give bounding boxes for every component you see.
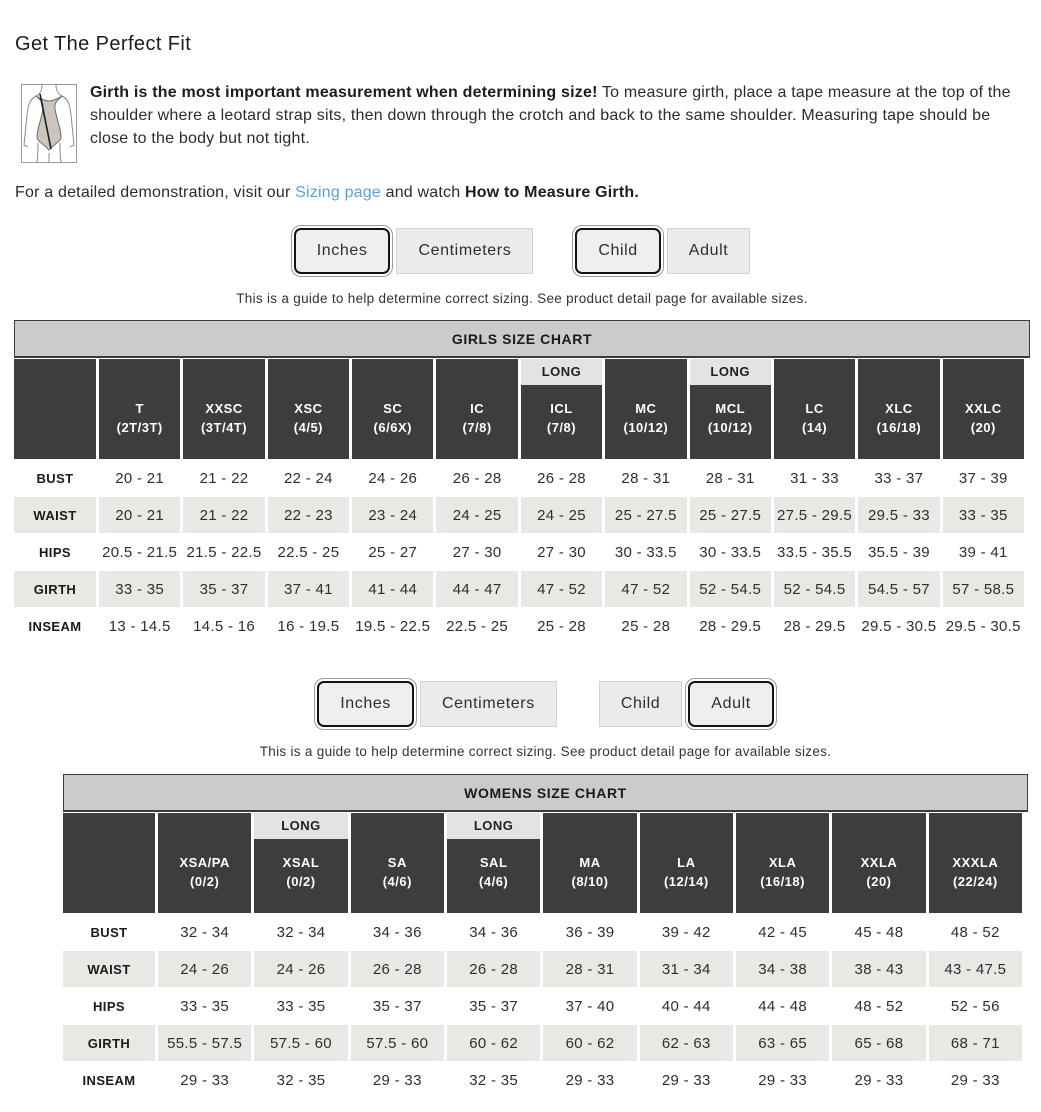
size-column-name: XSAL bbox=[282, 855, 320, 870]
size-value-cell: 40 - 44 bbox=[661, 997, 711, 1015]
size-value-cell: 21 - 22 bbox=[199, 469, 249, 487]
size-column-header bbox=[268, 359, 349, 459]
size-value-cell: 16 - 19.5 bbox=[277, 617, 340, 635]
size-value-cell: 52 - 56 bbox=[950, 997, 1000, 1015]
girls-size-chart-table bbox=[11, 358, 1027, 645]
size-value-cell: 34 - 36 bbox=[469, 923, 519, 941]
girls-age-child-button[interactable]: Child bbox=[575, 228, 660, 274]
size-column-name: XSA/PA bbox=[179, 855, 230, 870]
measurement-row bbox=[63, 1025, 1022, 1061]
size-value-cell: 32 - 34 bbox=[276, 923, 326, 941]
size-column-name: T bbox=[135, 401, 144, 416]
size-value-cell: 48 - 52 bbox=[950, 923, 1000, 941]
size-value-cell: 30 - 33.5 bbox=[614, 543, 677, 561]
size-column-range: (2T/3T) bbox=[116, 420, 163, 435]
size-value-cell: 19.5 - 22.5 bbox=[355, 617, 431, 635]
size-value-cell: 43 - 47.5 bbox=[929, 951, 1022, 987]
size-column-range: (22/24) bbox=[952, 874, 998, 889]
size-value-cell: 44 - 48 bbox=[758, 997, 808, 1015]
size-value-cell: 63 - 65 bbox=[736, 1025, 829, 1061]
size-column-range: (20) bbox=[866, 874, 892, 889]
size-value-cell: 21.5 - 22.5 bbox=[186, 543, 262, 561]
header-row bbox=[63, 813, 1022, 913]
size-column-header bbox=[543, 813, 636, 913]
size-value-cell: 45 - 48 bbox=[854, 923, 904, 941]
size-value-cell: 35.5 - 39 bbox=[867, 543, 930, 561]
womens-unit-inches-button[interactable]: Inches bbox=[317, 681, 414, 727]
row-label: INSEAM bbox=[82, 1072, 136, 1088]
size-value-cell: 32 - 34 bbox=[180, 923, 230, 941]
womens-unit-centimeters-button[interactable]: Centimeters bbox=[420, 681, 557, 727]
size-value-cell: 62 - 63 bbox=[640, 1025, 733, 1061]
womens-section bbox=[63, 681, 1028, 1099]
size-value-cell: 20 - 21 bbox=[115, 469, 165, 487]
header-row bbox=[14, 359, 1024, 459]
row-label: GIRTH bbox=[63, 1025, 155, 1061]
size-column-header bbox=[832, 813, 925, 913]
size-value-cell: 55.5 - 57.5 bbox=[158, 1025, 251, 1061]
measurement-row bbox=[14, 608, 1024, 644]
womens-size-chart-table bbox=[60, 812, 1025, 1099]
size-column-name: SAL bbox=[479, 855, 508, 870]
size-value-cell: 22.5 - 25 bbox=[446, 617, 509, 635]
size-value-cell: 25 - 27.5 bbox=[605, 497, 686, 533]
long-badge: LONG bbox=[690, 359, 771, 385]
measurement-row bbox=[63, 988, 1022, 1024]
size-value-cell: 26 - 28 bbox=[452, 469, 502, 487]
size-column-range: (6/6X) bbox=[373, 420, 412, 435]
size-value-cell: 48 - 52 bbox=[854, 997, 904, 1015]
size-column-header bbox=[352, 359, 433, 459]
measurement-row bbox=[14, 460, 1024, 496]
size-column-range: (16/18) bbox=[760, 874, 805, 889]
size-value-cell: 31 - 33 bbox=[790, 469, 839, 487]
size-column-name: XLA bbox=[768, 855, 797, 870]
size-column-header bbox=[929, 813, 1022, 913]
size-value-cell: 25 - 27 bbox=[368, 543, 418, 561]
size-value-cell: 13 - 14.5 bbox=[108, 617, 171, 635]
size-value-cell: 37 - 39 bbox=[958, 469, 1008, 487]
size-value-cell: 37 - 40 bbox=[565, 997, 615, 1015]
size-column-range: (0/2) bbox=[286, 874, 316, 889]
size-value-cell: 42 - 45 bbox=[758, 923, 808, 941]
size-value-cell: 20 - 21 bbox=[99, 497, 180, 533]
size-column-header bbox=[690, 359, 771, 459]
size-value-cell: 25 - 27.5 bbox=[690, 497, 771, 533]
row-label: BUST bbox=[90, 924, 128, 940]
leotard-girth-diagram-icon bbox=[21, 84, 77, 163]
womens-toggle-row bbox=[63, 681, 1028, 727]
size-value-cell: 30 - 33.5 bbox=[699, 543, 762, 561]
size-column-header bbox=[183, 359, 264, 459]
size-value-cell: 21 - 22 bbox=[183, 497, 264, 533]
size-value-cell: 33 - 35 bbox=[276, 997, 326, 1015]
girls-unit-centimeters-button[interactable]: Centimeters bbox=[396, 228, 533, 274]
row-label: BUST bbox=[36, 470, 74, 486]
size-column-header bbox=[774, 359, 855, 459]
size-value-cell: 38 - 43 bbox=[832, 951, 925, 987]
size-column-header bbox=[736, 813, 829, 913]
size-column-header bbox=[521, 359, 602, 459]
size-column-header bbox=[943, 359, 1024, 459]
size-value-cell: 57.5 - 60 bbox=[351, 1025, 444, 1061]
size-value-cell: 44 - 47 bbox=[436, 571, 517, 607]
long-badge: LONG bbox=[447, 813, 540, 839]
girth-intro-bold: Girth is the most important measurement when determining size! bbox=[90, 84, 598, 101]
size-value-cell: 14.5 - 16 bbox=[193, 617, 255, 635]
size-column-header bbox=[351, 813, 444, 913]
size-value-cell: 27 - 30 bbox=[452, 543, 502, 561]
size-column-name: MC bbox=[635, 401, 657, 416]
size-value-cell: 24 - 25 bbox=[521, 497, 602, 533]
size-column-name: LC bbox=[805, 401, 824, 416]
size-column-range: (20) bbox=[970, 420, 996, 435]
size-value-cell: 26 - 28 bbox=[351, 951, 444, 987]
womens-chart-title: WOMENS SIZE CHART bbox=[63, 774, 1028, 812]
sizing-page-link[interactable]: Sizing page bbox=[295, 184, 381, 201]
size-value-cell: 39 - 41 bbox=[958, 543, 1008, 561]
girls-age-adult-button[interactable]: Adult bbox=[667, 228, 750, 274]
size-column-name: XXSC bbox=[205, 401, 243, 416]
size-column-name: XXLC bbox=[964, 401, 1002, 416]
size-value-cell: 29 - 33 bbox=[758, 1071, 808, 1089]
demo-line bbox=[15, 184, 1026, 202]
size-column-header bbox=[436, 359, 517, 459]
size-value-cell: 32 - 35 bbox=[469, 1071, 519, 1089]
row-label: GIRTH bbox=[14, 571, 96, 607]
size-column-name: ICL bbox=[550, 401, 573, 416]
womens-sizing-note: This is a guide to help determine correct sizing. See product detail page for available sizes. bbox=[259, 744, 832, 759]
girth-intro-text bbox=[90, 81, 1025, 163]
size-value-cell: 52 - 54.5 bbox=[690, 571, 771, 607]
size-value-cell: 22.5 - 25 bbox=[277, 543, 340, 561]
long-badge: LONG bbox=[521, 359, 602, 385]
long-badge: LONG bbox=[254, 813, 347, 839]
womens-age-child-button[interactable]: Child bbox=[599, 681, 682, 727]
size-column-name: SA bbox=[387, 855, 407, 870]
size-value-cell: 22 - 24 bbox=[283, 469, 333, 487]
size-value-cell: 54.5 - 57 bbox=[858, 571, 939, 607]
size-column-range: (4/6) bbox=[382, 874, 412, 889]
measurement-row bbox=[14, 534, 1024, 570]
size-value-cell: 29.5 - 30.5 bbox=[945, 617, 1021, 635]
girth-intro-rest: To measure girth, place a tape measure at the top of the shoulder where a leotard strap sits, then down through the crotch and back to the same shoulder. Measuring tape should be close to the body but not tight. bbox=[90, 84, 1011, 147]
girls-section bbox=[14, 228, 1030, 645]
size-column-range: (4/5) bbox=[293, 420, 324, 435]
page-title: Get The Perfect Fit bbox=[15, 33, 192, 55]
size-column-range: (7/8) bbox=[546, 420, 577, 435]
size-value-cell: 24 - 25 bbox=[436, 497, 517, 533]
size-value-cell: 33 - 35 bbox=[99, 571, 180, 607]
size-column-name: XXXLA bbox=[952, 855, 999, 870]
size-value-cell: 68 - 71 bbox=[929, 1025, 1022, 1061]
size-value-cell: 29 - 33 bbox=[950, 1071, 1000, 1089]
measurement-row bbox=[63, 1062, 1022, 1098]
girls-chart-title: GIRLS SIZE CHART bbox=[14, 320, 1030, 358]
size-value-cell: 28 - 31 bbox=[705, 469, 755, 487]
size-value-cell: 33 - 37 bbox=[874, 469, 924, 487]
size-value-cell: 33 - 35 bbox=[943, 497, 1024, 533]
size-value-cell: 57.5 - 60 bbox=[254, 1025, 347, 1061]
size-value-cell: 47 - 52 bbox=[605, 571, 686, 607]
size-value-cell: 60 - 62 bbox=[447, 1025, 540, 1061]
row-label: HIPS bbox=[39, 544, 71, 560]
size-value-cell: 41 - 44 bbox=[352, 571, 433, 607]
size-value-cell: 26 - 28 bbox=[537, 469, 586, 487]
size-value-cell: 34 - 36 bbox=[372, 923, 422, 941]
corner-cell bbox=[63, 813, 155, 913]
size-value-cell: 28 - 31 bbox=[621, 469, 671, 487]
row-label: INSEAM bbox=[28, 618, 82, 634]
size-value-cell: 35 - 37 bbox=[372, 997, 422, 1015]
size-column-range: (10/12) bbox=[707, 420, 753, 435]
size-value-cell: 37 - 41 bbox=[268, 571, 349, 607]
size-value-cell: 24 - 26 bbox=[368, 469, 418, 487]
girls-toggle-row bbox=[14, 228, 1030, 274]
size-value-cell: 26 - 28 bbox=[447, 951, 540, 987]
row-label: WAIST bbox=[14, 497, 96, 533]
size-column-range: (3T/4T) bbox=[200, 420, 248, 435]
size-value-cell: 29 - 33 bbox=[180, 1071, 230, 1089]
size-column-header bbox=[254, 813, 347, 913]
size-value-cell: 33.5 - 35.5 bbox=[777, 543, 853, 561]
corner-cell bbox=[14, 359, 96, 459]
size-column-name: MCL bbox=[715, 401, 746, 416]
size-value-cell: 29.5 - 33 bbox=[858, 497, 939, 533]
size-column-name: LA bbox=[677, 855, 696, 870]
size-value-cell: 39 - 42 bbox=[661, 923, 711, 941]
demo-prefix: For a detailed demonstration, visit our bbox=[15, 184, 296, 201]
size-value-cell: 31 - 34 bbox=[640, 951, 733, 987]
girth-intro bbox=[21, 81, 1026, 163]
size-column-range: (0/2) bbox=[190, 874, 220, 889]
size-column-range: (16/18) bbox=[876, 420, 922, 435]
size-value-cell: 52 - 54.5 bbox=[774, 571, 855, 607]
size-value-cell: 20.5 - 21.5 bbox=[102, 543, 178, 561]
size-column-name: XXLA bbox=[860, 855, 898, 870]
size-column-name: SC bbox=[383, 401, 403, 416]
size-value-cell: 57 - 58.5 bbox=[943, 571, 1024, 607]
size-value-cell: 28 - 31 bbox=[543, 951, 636, 987]
size-value-cell: 24 - 26 bbox=[158, 951, 251, 987]
measurement-row bbox=[63, 951, 1022, 987]
size-value-cell: 65 - 68 bbox=[832, 1025, 925, 1061]
size-value-cell: 33 - 35 bbox=[180, 997, 230, 1015]
size-column-header bbox=[605, 359, 686, 459]
size-value-cell: 29 - 33 bbox=[854, 1071, 904, 1089]
size-value-cell: 35 - 37 bbox=[469, 997, 519, 1015]
measurement-row bbox=[14, 497, 1024, 533]
size-column-header bbox=[858, 359, 939, 459]
size-value-cell: 29 - 33 bbox=[565, 1071, 615, 1089]
girls-unit-inches-button[interactable]: Inches bbox=[294, 228, 391, 274]
womens-age-adult-button[interactable]: Adult bbox=[688, 681, 773, 727]
size-column-header bbox=[99, 359, 180, 459]
size-value-cell: 35 - 37 bbox=[183, 571, 264, 607]
row-label: HIPS bbox=[93, 998, 125, 1014]
size-value-cell: 60 - 62 bbox=[543, 1025, 636, 1061]
size-column-name: MA bbox=[579, 855, 601, 870]
girls-sizing-note: This is a guide to help determine correct sizing. See product detail page for available sizes. bbox=[236, 291, 808, 306]
size-value-cell: 28 - 29.5 bbox=[783, 617, 846, 635]
size-column-name: XSC bbox=[294, 401, 323, 416]
size-value-cell: 22 - 23 bbox=[268, 497, 349, 533]
size-value-cell: 47 - 52 bbox=[521, 571, 602, 607]
size-value-cell: 32 - 35 bbox=[276, 1071, 326, 1089]
size-value-cell: 27 - 30 bbox=[537, 543, 586, 561]
demo-video-title: How to Measure Girth. bbox=[465, 184, 639, 201]
size-column-range: (10/12) bbox=[623, 420, 669, 435]
size-value-cell: 29 - 33 bbox=[661, 1071, 711, 1089]
size-column-range: (4/6) bbox=[479, 874, 509, 889]
size-column-header bbox=[640, 813, 733, 913]
size-column-name: XLC bbox=[885, 401, 913, 416]
measurement-row bbox=[14, 571, 1024, 607]
row-label: WAIST bbox=[63, 951, 155, 987]
size-value-cell: 29 - 33 bbox=[372, 1071, 422, 1089]
size-column-header bbox=[158, 813, 251, 913]
size-column-name: IC bbox=[470, 401, 485, 416]
size-column-header bbox=[447, 813, 540, 913]
size-value-cell: 28 - 29.5 bbox=[699, 617, 762, 635]
size-column-range: (8/10) bbox=[571, 874, 609, 889]
demo-middle: and watch bbox=[380, 184, 465, 201]
size-value-cell: 34 - 38 bbox=[736, 951, 829, 987]
size-value-cell: 25 - 28 bbox=[621, 617, 671, 635]
size-value-cell: 36 - 39 bbox=[565, 923, 615, 941]
size-value-cell: 25 - 28 bbox=[537, 617, 586, 635]
measurement-row bbox=[63, 914, 1022, 950]
size-value-cell: 29.5 - 30.5 bbox=[861, 617, 937, 635]
size-column-range: (14) bbox=[801, 420, 828, 435]
size-value-cell: 24 - 26 bbox=[254, 951, 347, 987]
size-value-cell: 23 - 24 bbox=[352, 497, 433, 533]
size-column-range: (7/8) bbox=[462, 420, 492, 435]
size-column-range: (12/14) bbox=[663, 874, 709, 889]
size-value-cell: 27.5 - 29.5 bbox=[774, 497, 855, 533]
